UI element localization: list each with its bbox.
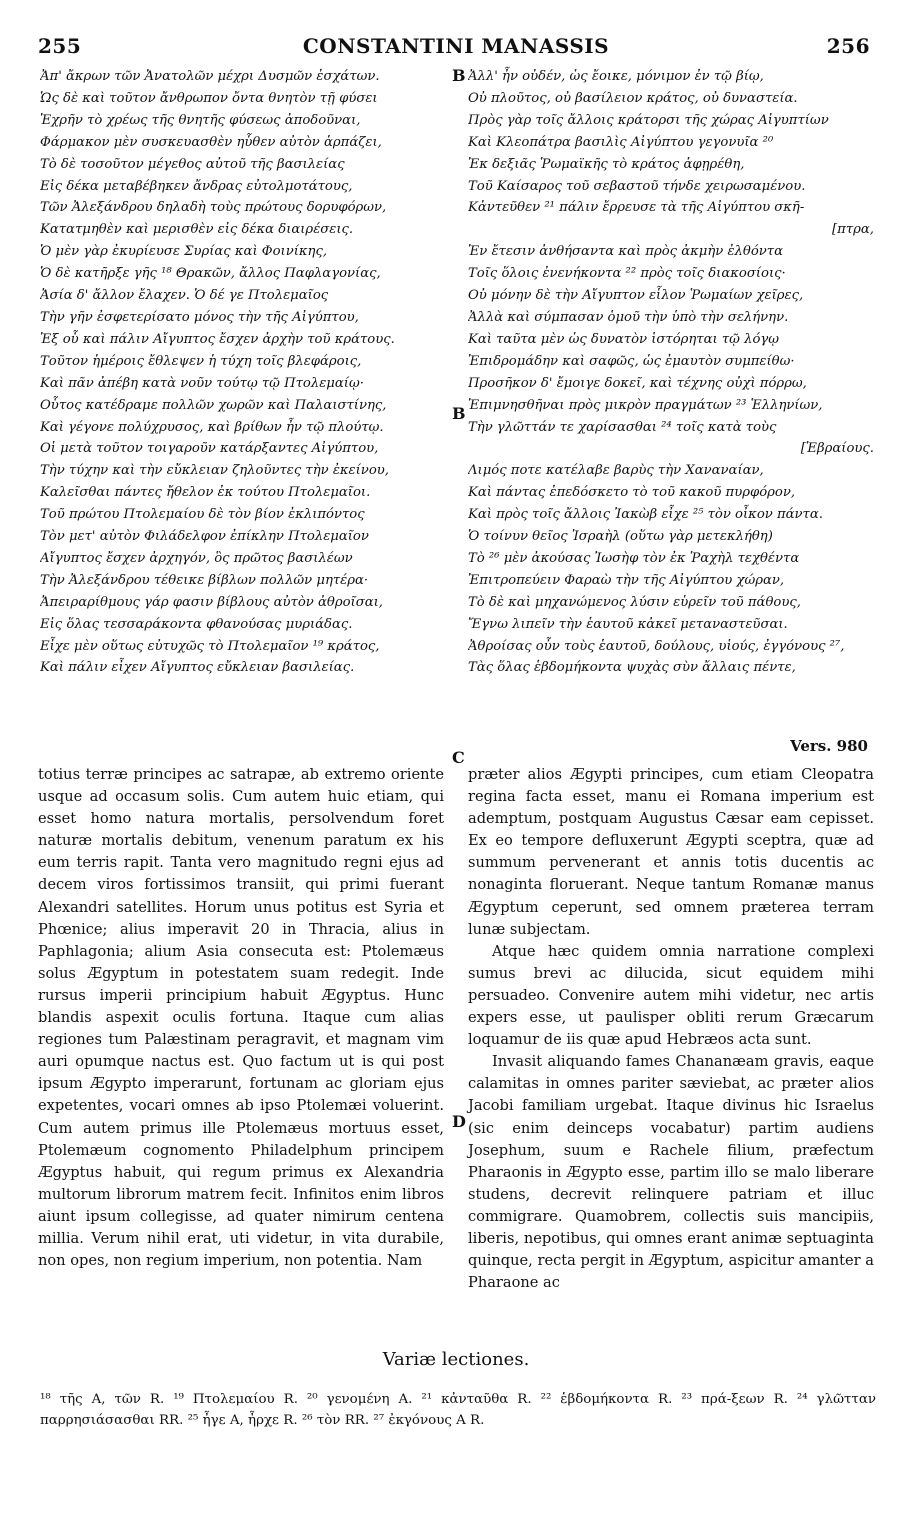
verse-line: Αἴγυπτος ἔσχεν ἀρχηγόν, ὃς πρῶτος βασιλέων	[40, 550, 353, 566]
verse-line: Ὁ τοίνυν θεῖος Ἰσραὴλ (οὕτω γὰρ μετεκλήθη)	[468, 529, 773, 545]
verse-line: Καὶ ταῦτα μὲν ὡς δυνατὸν ἱστόρηται τῷ λόγῳ	[468, 331, 780, 347]
margin-mark-b-mid: B	[452, 404, 466, 423]
verse-line: Τὸ ²⁶ μὲν ἀκούσας Ἰωσὴφ τὸν ἐκ Ῥαχὴλ τεχθέντα	[468, 550, 800, 566]
verse-line: Οὗτος κατέδραμε πολλῶν χωρῶν καὶ Παλαιστίνης,	[40, 397, 387, 413]
verse-line: Καὶ πάντας ἐπεδόσκετο τὸ τοῦ κακοῦ πυρφόρον,	[468, 485, 796, 501]
verse-line: Καὶ πάλιν εἶχεν Αἴγυπτος εὔκλειαν βασιλείας.	[40, 660, 355, 676]
verse-line: Τὴν γῆν ἐσφετερίσατο μόνος τὴν τῆς Αἰγύπτου,	[40, 309, 359, 325]
verse-line: Οἱ μετὰ τοῦτον τοιγαροῦν κατάρξαντες Αἰγύπτου,	[40, 441, 379, 457]
verse-line: Λιμός ποτε κατέλαβε βαρὺς τὴν Χαναναίαν,	[468, 463, 764, 479]
latin-left-column	[38, 764, 444, 1272]
verse-line: Καὶ πᾶν ἀπέβη κατὰ νοῦν τούτῳ τῷ Πτολεμαίῳ·	[40, 375, 364, 391]
verse-line: Τὸ δὲ καὶ μηχανώμενος λύσιν εὑρεῖν τοῦ πάθους,	[468, 594, 801, 610]
verse-line: Ἔγνω λιπεῖν τὴν ἑαυτοῦ κἀκεῖ μεταναστεῦσαι.	[468, 616, 788, 632]
verse-line: Οὐ πλοῦτος, οὐ βασίλειον κράτος, οὐ δυναστεία.	[468, 90, 798, 106]
verse-number: Vers. 980	[790, 737, 868, 755]
latin-paragraph: Invasit aliquando fames Chananæam gravis, eaque calamitas in omnes pariter sæviebat, ac præter alios Jacobi familiam urgebat. Itaque divinus hic Israelus (sic enim deinceps vocabatur) partim audiens Josephum, suum e Rachele filium, præfectum Pharaonis in Ægypto esse, partim illo se malo liberare studens, decrevit relinquere patriam et illuc commigrare. Quamobrem, collectis suis mancipiis, liberis, nepotibus, qui omnes erant animæ septuaginta quinque, recta pergit in Ægyptum, aspicitur amanter a Pharaone ac	[468, 1053, 874, 1292]
verse-line: Τοῦ πρώτου Πτολεμαίου δὲ τὸν βίον ἐκλιπόντος	[40, 507, 365, 523]
latin-paragraph: Atque hæc quidem omnia narratione complexi sumus brevi ac dilucida, sicut equidem mihi persuadeo. Convenire autem mihi videtur, nec artis expers esse, ut paulisper obliti rerum Græcarum loquamur de iis quæ apud Hebræos acta sunt.	[468, 942, 874, 1049]
margin-mark-c: C	[452, 748, 465, 767]
verse-line: Τὴν Ἀλεξάνδρου τέθεικε βίβλων πολλῶν μητέρα·	[40, 572, 369, 588]
greek-right-column	[468, 66, 878, 679]
verse-line: Ἀλλὰ καὶ σύμπασαν ὁμοῦ τὴν ὑπὸ τὴν σελήνην.	[468, 309, 789, 325]
verse-line: Ἀσία δ' ἄλλον ἔλαχεν. Ὁ δέ γε Πτολεμαῖος	[40, 288, 329, 304]
verse-line: Ἐπιδρομάδην καὶ σαφῶς, ὡς ἐμαυτὸν συμπείθω·	[468, 353, 795, 369]
verse-line: Καὶ γέγονε πολύχρυσος, καὶ βρίθων ἦν τῷ πλούτῳ.	[40, 419, 384, 435]
verse-line: Προσῆκον δ' ἔμοιγε δοκεῖ, καὶ τέχνης οὐχὶ πόρρω,	[468, 375, 807, 391]
verse-line: [πτρα,	[832, 222, 874, 238]
running-title: CONSTANTINI MANASSIS	[302, 34, 610, 58]
variae-lectiones-text: ¹⁸ τῆς A, τῶν R. ¹⁹ Πτολεμαίου R. ²⁰ γενομένη A. ²¹ κἀνταῦθα R. ²² ἑβδομήκοντα R. ²³ πρά-ξεων R. ²⁴ γλῶτταν παρρησιάσασθαι RR. ²⁵ ἦγε A, ἦρχε R. ²⁶ τὸν RR. ²⁷ ἐκγόνους A R.	[40, 1392, 876, 1428]
verse-line: Καλεῖσθαι πάντες ἤθελον ἐκ τούτου Πτολεμαῖοι.	[40, 485, 371, 501]
verse-line: Τὴν γλῶττάν τε χαρίσασθαι ²⁴ τοῖς κατὰ τοὺς	[468, 419, 777, 435]
verse-line: Ἐπιτροπεύειν Φαραὼ τὴν τῆς Αἰγύπτου χώραν,	[468, 572, 785, 588]
verse-line: Καὶ πρὸς τοῖς ἄλλοις Ἰακὼβ εἶχε ²⁵ τὸν οἶκον πάντα.	[468, 507, 823, 523]
verse-line: Ὡς δὲ καὶ τοῦτον ἄνθρωπον ὄντα θνητὸν τῇ φύσει	[40, 90, 378, 106]
verse-line: Ἐξ οὗ καὶ πάλιν Αἴγυπτος ἔσχεν ἀρχὴν τοῦ κράτους.	[40, 331, 395, 347]
variae-lectiones-title: Variæ lectiones.	[382, 1349, 530, 1370]
verse-line: Ὁ μὲν γὰρ ἐκυρίευσε Συρίας καὶ Φοινίκης,	[40, 244, 328, 260]
verse-line: Τῶν Ἀλεξάνδρου δηλαδὴ τοὺς πρώτους δορυφόρων,	[40, 200, 387, 216]
verse-line: Φάρμακον μὲν συσκευασθὲν ηὗθεν αὐτὸν ἁρπάζει,	[40, 134, 382, 150]
verse-line: Ἀθροίσας οὖν τοὺς ἑαυτοῦ, δούλους, υἱούς, ἐγγόνους ²⁷,	[468, 638, 845, 654]
verse-line: Καὶ Κλεοπάτρα βασιλὶς Αἰγύπτου γεγονυῖα ²⁰	[468, 134, 774, 150]
latin-paragraph: præter alios Ægypti principes, cum etiam Cleopatra regina facta esset, manu ei Romana imperium est ademptum, postquam Augustus Cæsar eam cepisset. Ex eo tempore defluxerunt Ægypti sceptra, quæ ad summum pervenerant et annis totis ducentis ac nonaginta floruerant. Neque tantum Romanæ manus Ægyptum ceperunt, sed omnem præterea terram lunæ subjectam.	[468, 766, 874, 938]
verse-line: Ἐκ δεξιᾶς Ῥωμαϊκῆς τὸ κράτος ἀφῃρέθη,	[468, 156, 745, 172]
verse-line: Εἰς δέκα μεταβέβηκεν ἄνδρας εὐτολμοτάτους,	[40, 178, 353, 194]
page-number-right: 256	[826, 34, 870, 58]
verse-line: Τοῦ Καίσαρος τοῦ σεβαστοῦ τήνδε χειρωσαμένου.	[468, 178, 806, 194]
verse-line: Εἶχε μὲν οὕτως εὐτυχῶς τὸ Πτολεμαῖον ¹⁹ κράτος,	[40, 638, 380, 654]
page-number-left: 255	[38, 34, 82, 58]
verse-line: Τὴν τύχην καὶ τὴν εὔκλειαν ζηλοῦντες τὴν ἐκείνου,	[40, 463, 389, 479]
verse-line: Εἰς ὅλας τεσσαράκοντα φθανούσας μυριάδας.	[40, 616, 353, 632]
greek-left-column	[40, 66, 450, 679]
verse-line: Οὐ μόνην δὲ τὴν Αἴγυπτον εἷλον Ῥωμαίων χεῖρες,	[468, 288, 804, 304]
verse-line: Κἀντεῦθεν ²¹ πάλιν ἔρρευσε τὰ τῆς Αἰγύπτου σκῆ-	[468, 200, 805, 216]
verse-line: [Ἑβραίους.	[800, 441, 874, 457]
verse-line: Τοῦτον ἡμέροις ἔθλεψεν ἡ τύχη τοῖς βλεφάροις,	[40, 353, 362, 369]
latin-right-column	[468, 764, 874, 1294]
latin-paragraph: totius terræ principes ac satrapæ, ab extremo oriente usque ad occasum solis. Cum autem huic etiam, qui esset homo natura mortalis, persolvendum foret naturæ mortalis debitum, venenum paratum ex his eum terris rapit. Tanta vero magnitudo regni ejus ad decem viros fortissimos transiit, qui primi fuerant Alexandri satellites. Horum unus potitus est Syria et Phœnice; alius imperavit 20 in Thracia, alius in Paphlagonia; alium Asia consecuta est: Ptolemæus solus Ægyptum in potestatem suam redegit. Inde rursus imperii principium habuit Ægyptus. Hunc blandis aspexit oculis fortuna. Itaque cum alias regiones tum Palæstinam peragravit, et magnam vim auri opumque nactus est. Quo factum ut is qui post ipsum Ægypto imperarunt, fortunam ac gloriam ejus expetentes, vocari omnes ab ipso Ptolemæi voluerint. Cum autem primus ille Ptolemæus mortuus esset, Ptolemæum cognomento Philadelphum principem Ægyptus habuit, qui regum primus ex Alexandria multorum librorum matrem fecit. Infinitos enim libros aiunt ipsum collegisse, ad quater nimirum centena millia. Verum nihil erat, uti videtur, in vita durabile, non opes, non regium imperium, non potentia. Nam	[38, 766, 444, 1270]
verse-line: Τὰς ὅλας ἑβδομήκοντα ψυχὰς σὺν ἄλλαις πέντε,	[468, 660, 796, 676]
verse-line: Πρὸς γὰρ τοῖς ἄλλοις κράτορσι τῆς χώρας Αἰγυπτίων	[468, 112, 829, 128]
verse-line: Κατατμηθὲν καὶ μερισθὲν εἰς δέκα διαιρέσεις.	[40, 222, 354, 238]
verse-line: Τὸν μετ' αὐτὸν Φιλάδελφον ἐπίκλην Πτολεμαῖον	[40, 529, 369, 545]
verse-line: Τοῖς ὅλοις ἐνενήκοντα ²² πρὸς τοῖς διακοσίοις·	[468, 266, 786, 282]
margin-mark-b-top: B	[452, 66, 466, 85]
verse-line: Ἐπιμνησθῆναι πρὸς μικρὸν πραγμάτων ²³ Ἑλληνίων,	[468, 397, 823, 413]
verse-line: Τὸ δὲ τοσοῦτον μέγεθος αὐτοῦ τῆς βασιλείας	[40, 156, 345, 172]
margin-mark-d: D	[452, 1112, 466, 1131]
verse-line: Ἀπειραρίθμους γάρ φασιν βίβλους αὐτὸν ἀθροῖσαι,	[40, 594, 383, 610]
verse-line: Ἐχρῆν τὸ χρέως τῆς θνητῆς φύσεως ἀποδοῦναι,	[40, 112, 361, 128]
verse-line: Ἀλλ' ἦν οὐδέν, ὡς ἔοικε, μόνιμον ἐν τῷ βίῳ,	[468, 69, 764, 84]
verse-line: Ἐν ἔτεσιν ἀνθήσαντα καὶ πρὸς ἀκμὴν ἐλθόντα	[468, 244, 783, 260]
verse-line: Ὁ δὲ κατῆρξε γῆς ¹⁸ Θρακῶν, ἄλλος Παφλαγονίας,	[40, 266, 381, 282]
verse-line: Ἀπ' ἄκρων τῶν Ἀνατολῶν μέχρι Δυσμῶν ἐσχάτων.	[40, 69, 380, 84]
